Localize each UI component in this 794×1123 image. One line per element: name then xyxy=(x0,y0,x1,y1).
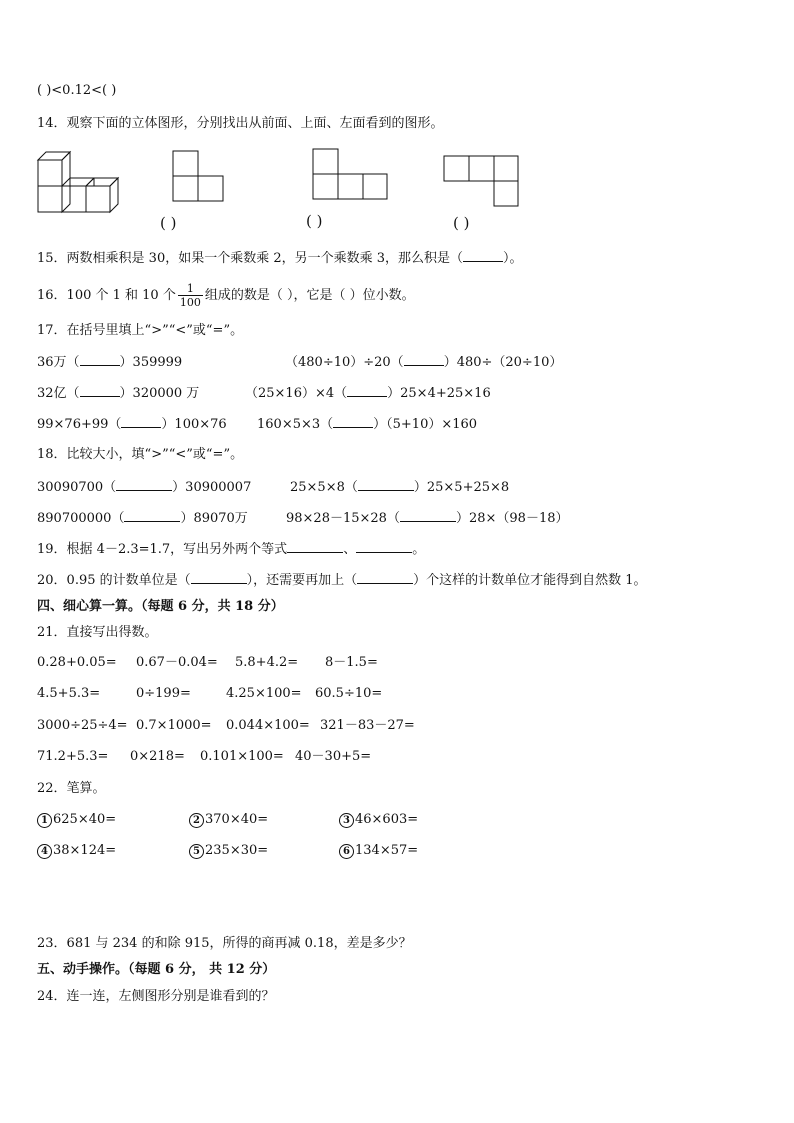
q17-row2-right xyxy=(245,384,491,403)
q22-item-2 xyxy=(189,811,268,829)
q18-row2-right xyxy=(286,509,569,528)
q23-text: 23．681 与 234 的和除 915，所得的商再减 0.18，差是多少？ xyxy=(37,936,412,951)
q22-item-5 xyxy=(189,842,268,860)
q21-r1-c4: 8－1.5= xyxy=(325,655,378,670)
q22-expr-5: 235×30= xyxy=(205,843,269,858)
q18-r1r-a: 25×5×8（ xyxy=(290,480,358,495)
q20-mid: ），还需要再加上（ xyxy=(246,573,358,588)
q17-r2r-b: ）25×4+25×16 xyxy=(387,386,491,401)
q15-blank[interactable] xyxy=(463,249,503,262)
q22-item-4 xyxy=(37,842,116,860)
q18-row2-left xyxy=(37,509,248,528)
q18-r1l-blank[interactable] xyxy=(116,478,172,491)
q21-r3-c4: 321－83－27= xyxy=(320,718,415,733)
q18-r2r-blank[interactable] xyxy=(400,509,456,522)
q14-answer-2[interactable]: ( ) xyxy=(306,212,323,230)
q21-r2-c4: 60.5÷10= xyxy=(315,686,383,701)
q18-r1r-blank[interactable] xyxy=(358,478,414,491)
q17-r3r-a: 160×5×3（ xyxy=(257,417,334,432)
q21-text: 21．直接写出得数。 xyxy=(37,625,158,640)
q17-r2l-b: ）320000 万 xyxy=(119,386,200,401)
q17-r1l-a: 36万（ xyxy=(37,355,80,370)
q17-r2r-blank[interactable] xyxy=(347,384,387,397)
q21-r3-c1: 3000÷25÷4= xyxy=(37,718,128,733)
q22-item-1 xyxy=(37,811,116,829)
q17-r3l-a: 99×76+99（ xyxy=(37,417,122,432)
section-5-heading: 五、动手操作。（每题 6 分， 共 12 分） xyxy=(37,962,276,977)
q21-r4-c2: 0×218= xyxy=(130,749,185,764)
q18-r2l-b: ）89070万 xyxy=(180,511,248,526)
q21-r3-c3: 0.044×100= xyxy=(226,718,310,733)
q24-text: 24．连一连，左侧图形分别是谁看到的？ xyxy=(37,989,275,1004)
q17-row3-right xyxy=(257,415,477,434)
q19-post: 。 xyxy=(412,542,426,557)
q17-r1r-b: ）480÷（20÷10） xyxy=(443,355,563,370)
q18-row1-right xyxy=(290,478,509,497)
q15-tail: ）。 xyxy=(503,251,523,266)
q17-row1-right xyxy=(285,353,562,372)
q22-mark-4: 4 xyxy=(37,844,52,859)
q16-post: 组成的数是（ ），它是（ ）位小数。 xyxy=(204,288,415,303)
q21-r2-c2: 0÷199= xyxy=(136,686,191,701)
q22-item-3 xyxy=(339,811,418,829)
view-figure-3 xyxy=(443,155,519,207)
view-figure-2 xyxy=(312,148,388,200)
q19 xyxy=(37,540,425,559)
q16-fraction-numerator: 1 xyxy=(178,282,203,296)
q21-r2-c1: 4.5+5.3= xyxy=(37,686,101,701)
q15-text: 15．两数相乘积是 30，如果一个乘数乘 2，另一个乘数乘 3，那么积是（ xyxy=(37,251,464,266)
q22-mark-2: 2 xyxy=(189,813,204,828)
q21-r1-c3: 5.8+4.2= xyxy=(235,655,299,670)
q22-mark-6: 6 xyxy=(339,844,354,859)
q17-r1l-b: ）359999 xyxy=(119,355,183,370)
q17-r3r-blank[interactable] xyxy=(333,415,373,428)
q22-mark-3: 3 xyxy=(339,813,354,828)
q15 xyxy=(37,249,523,268)
q20-pre: 20．0.95 的计数单位是（ xyxy=(37,573,191,588)
q19-blank-2[interactable] xyxy=(356,540,412,553)
view-figure-1 xyxy=(172,150,224,202)
q22-mark-5: 5 xyxy=(189,844,204,859)
q22-expr-2: 370×40= xyxy=(205,812,269,827)
q17-r3r-b: ）（5+10）×160 xyxy=(373,417,478,432)
q18-r2r-a: 98×28－15×28（ xyxy=(286,511,400,526)
q16-fraction xyxy=(178,282,203,309)
q18-row1-left xyxy=(37,478,251,497)
q18-r2l-a: 890700000（ xyxy=(37,511,125,526)
q18-r1r-b: ）25×5+25×8 xyxy=(413,480,510,495)
q18-r2r-b: ）28×（98－18） xyxy=(455,511,569,526)
q14-text: 14．观察下面的立体图形，分别找出从前面、上面、左面看到的图形。 xyxy=(37,116,444,131)
q17-text: 17．在括号里填上“>”“<”或“=”。 xyxy=(37,323,244,338)
q21-r4-c4: 40－30+5= xyxy=(295,749,372,764)
q20-post: ）个这样的计数单位才能得到自然数 1。 xyxy=(413,573,647,588)
q17-r3l-b: ）100×76 xyxy=(161,417,227,432)
q22-item-6 xyxy=(339,842,418,860)
q18-text: 18．比较大小，填“>”“<”或“=”。 xyxy=(37,447,244,462)
q21-r2-c3: 4.25×100= xyxy=(226,686,302,701)
q16 xyxy=(37,282,415,309)
q17-r2l-a: 32亿（ xyxy=(37,386,80,401)
q22-expr-1: 625×40= xyxy=(53,812,117,827)
q19-mid: 、 xyxy=(343,542,357,557)
q19-pre: 19．根据 4－2.3=1.7，写出另外两个等式 xyxy=(37,542,288,557)
q17-r2l-blank[interactable] xyxy=(80,384,120,397)
q17-r1l-blank[interactable] xyxy=(80,353,120,366)
q17-r1r-a: （480÷10）÷20（ xyxy=(285,355,404,370)
q19-blank-1[interactable] xyxy=(287,540,343,553)
q20 xyxy=(37,571,647,590)
q22-text: 22．笔算。 xyxy=(37,781,106,796)
q17-row1-left xyxy=(37,353,182,372)
q18-r1l-a: 30090700（ xyxy=(37,480,117,495)
q22-expr-6: 134×57= xyxy=(355,843,419,858)
q22-mark-1: 1 xyxy=(37,813,52,828)
q22-expr-3: 46×603= xyxy=(355,812,419,827)
q17-r3l-blank[interactable] xyxy=(121,415,161,428)
q22-expr-4: 38×124= xyxy=(53,843,117,858)
q21-r3-c2: 0.7×1000= xyxy=(136,718,212,733)
q21-r1-c2: 0.67－0.04= xyxy=(136,655,218,670)
q21-r1-c1: 0.28+0.05= xyxy=(37,655,117,670)
q17-r1r-blank[interactable] xyxy=(404,353,444,366)
q14-answer-1[interactable]: ( ) xyxy=(160,214,177,232)
q13-tail: ( )<0.12<( ) xyxy=(37,83,117,98)
q17-r2r-a: （25×16）×4（ xyxy=(245,386,348,401)
q21-r4-c3: 0.101×100= xyxy=(200,749,284,764)
q18-r1l-b: ）30900007 xyxy=(172,480,252,495)
q21-r4-c1: 71.2+5.3= xyxy=(37,749,109,764)
q20-blank-2[interactable] xyxy=(357,571,413,584)
section-4-heading: 四、细心算一算。（每题 6 分，共 18 分） xyxy=(37,599,284,614)
q17-row3-left xyxy=(37,415,227,434)
q17-row2-left xyxy=(37,384,199,403)
q14-answer-3[interactable]: ( ) xyxy=(453,214,470,232)
q18-r2l-blank[interactable] xyxy=(124,509,180,522)
q20-blank-1[interactable] xyxy=(191,571,247,584)
cube-stack-figure xyxy=(36,150,124,218)
q16-fraction-denominator: 100 xyxy=(179,296,201,309)
q16-pre: 16．100 个 1 和 10 个 xyxy=(37,288,176,303)
